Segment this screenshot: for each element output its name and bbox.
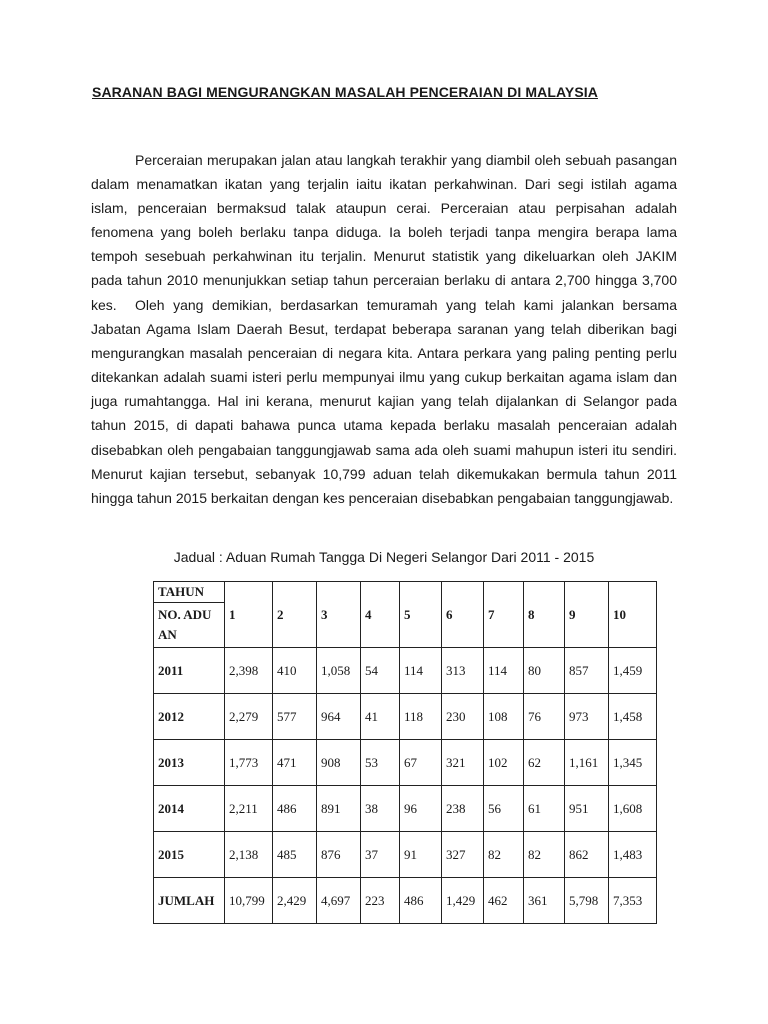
table-cell: 577	[273, 694, 317, 740]
table-cell: 2,398	[225, 648, 273, 694]
table-cell: 1,773	[225, 740, 273, 786]
table-cell: 76	[524, 694, 565, 740]
table-cell: 53	[361, 740, 400, 786]
table-cell: 857	[565, 648, 609, 694]
table-cell: 951	[565, 786, 609, 832]
row-label: 2011	[154, 648, 225, 694]
row-label: 2015	[154, 832, 225, 878]
table-cell: 1,161	[565, 740, 609, 786]
table-cell: 1,459	[609, 648, 657, 694]
column-header-7: 7	[484, 582, 524, 648]
table-cell: 1,608	[609, 786, 657, 832]
column-header-5: 5	[400, 582, 442, 648]
table-cell: 973	[565, 694, 609, 740]
table-cell: 2,138	[225, 832, 273, 878]
table-header-row	[154, 582, 657, 648]
table-cell: 7,353	[609, 878, 657, 924]
table-cell: 4,697	[317, 878, 361, 924]
table-cell: 91	[400, 832, 442, 878]
row-label: 2013	[154, 740, 225, 786]
table-cell: 118	[400, 694, 442, 740]
table-cell: 876	[317, 832, 361, 878]
table-cell: 471	[273, 740, 317, 786]
table-cell: 230	[442, 694, 484, 740]
table-cell: 114	[400, 648, 442, 694]
table-cell: 62	[524, 740, 565, 786]
table-cell: 1,058	[317, 648, 361, 694]
table-cell: 410	[273, 648, 317, 694]
column-header-8: 8	[524, 582, 565, 648]
table-cell: 1,458	[609, 694, 657, 740]
table-cell: 2,429	[273, 878, 317, 924]
table-cell: 2,279	[225, 694, 273, 740]
table-cell: 908	[317, 740, 361, 786]
table-cell: 102	[484, 740, 524, 786]
table-cell: 862	[565, 832, 609, 878]
paragraph-1: Perceraian merupakan jalan atau langkah terakhir yang diambil oleh sebuah pasangan dalam menamatkan ikatan yang terjalin iaitu ikatan perkahwinan. Dari segi istilah agama islam, penceraian bermaksud talak ataupun cerai. Perceraian atau perpisahan adalah fenomena yang boleh berlaku tanpa diduga. Ia boleh terjadi tanpa mengira berapa lama tempoh sesebuah perkahwinan itu terjalin. Menurut statistik yang dikeluarkan oleh JAKIM pada tahun 2010 menunjukkan setiap tahun perceraian berlaku di antara 2,700 hingga 3,700 kes.	[91, 152, 677, 313]
table-cell: 1,345	[609, 740, 657, 786]
table-cell: 61	[524, 786, 565, 832]
table-row	[154, 832, 657, 878]
paragraph-2: Oleh yang demikian, berdasarkan temuramah yang telah kami jalankan bersama Jabatan Agama Islam Daerah Besut, terdapat beberapa saranan yang telah diberikan bagi mengurangkan masalah penceraian di negara kita. Antara perkara yang paling penting perlu ditekankan adalah suami isteri perlu mempunyai ilmu yang cukup berkaitan agama islam dan juga rumahtangga. Hal ini kerana, menurut kajian yang telah dijalankan di Selangor pada tahun 2015, di dapati bahawa punca utama kepada berlaku masalah penceraian adalah disebabkan oleh pengabaian tanggungjawab sama ada oleh suami mahupun isteri itu sendiri. Menurut kajian tersebut, sebanyak 10,799 aduan telah dikemukakan bermula tahun 2011 hingga tahun 2015 berkaitan dengan kes penceraian disebabkan pengabaian tanggungjawab.	[91, 297, 677, 506]
table-caption: Jadual : Aduan Rumah Tangga Di Negeri Selangor Dari 2011 - 2015	[173, 549, 595, 565]
table-cell: 96	[400, 786, 442, 832]
table-total-row	[154, 878, 657, 924]
table-cell: 485	[273, 832, 317, 878]
table-row	[154, 648, 657, 694]
complaints-table	[153, 581, 656, 924]
table-cell: 54	[361, 648, 400, 694]
table-cell: 41	[361, 694, 400, 740]
page-title: SARANAN BAGI MENGURANGKAN MASALAH PENCERAIAN DI MALAYSIA	[92, 84, 598, 100]
column-header-1: 1	[225, 582, 273, 648]
table-row	[154, 786, 657, 832]
row-label: 2014	[154, 786, 225, 832]
column-header-2: 2	[273, 582, 317, 648]
row-label: JUMLAH	[154, 878, 225, 924]
column-header-9: 9	[565, 582, 609, 648]
table-cell: 2,211	[225, 786, 273, 832]
table-cell: 82	[524, 832, 565, 878]
table-cell: 67	[400, 740, 442, 786]
table-cell: 1,429	[442, 878, 484, 924]
table-cell: 486	[273, 786, 317, 832]
header-tahun-label: TAHUN	[154, 582, 224, 603]
table-row	[154, 740, 657, 786]
table-cell: 486	[400, 878, 442, 924]
table-cell: 56	[484, 786, 524, 832]
table-cell: 80	[524, 648, 565, 694]
table-cell: 891	[317, 786, 361, 832]
table-cell: 10,799	[225, 878, 273, 924]
row-label: 2012	[154, 694, 225, 740]
table-cell: 361	[524, 878, 565, 924]
table-cell: 327	[442, 832, 484, 878]
table-cell: 1,483	[609, 832, 657, 878]
header-corner-cell	[154, 582, 225, 648]
header-no-aduan-label: NO. ADUAN	[158, 607, 212, 642]
column-header-10: 10	[609, 582, 657, 648]
table-cell: 238	[442, 786, 484, 832]
table-cell: 223	[361, 878, 400, 924]
table-cell: 313	[442, 648, 484, 694]
table-cell: 38	[361, 786, 400, 832]
table-row	[154, 694, 657, 740]
table-cell: 114	[484, 648, 524, 694]
column-header-4: 4	[361, 582, 400, 648]
table-cell: 462	[484, 878, 524, 924]
column-header-6: 6	[442, 582, 484, 648]
table-cell: 37	[361, 832, 400, 878]
table-cell: 82	[484, 832, 524, 878]
table-cell: 321	[442, 740, 484, 786]
column-header-3: 3	[317, 582, 361, 648]
table-cell: 964	[317, 694, 361, 740]
table-cell: 5,798	[565, 878, 609, 924]
table-cell: 108	[484, 694, 524, 740]
